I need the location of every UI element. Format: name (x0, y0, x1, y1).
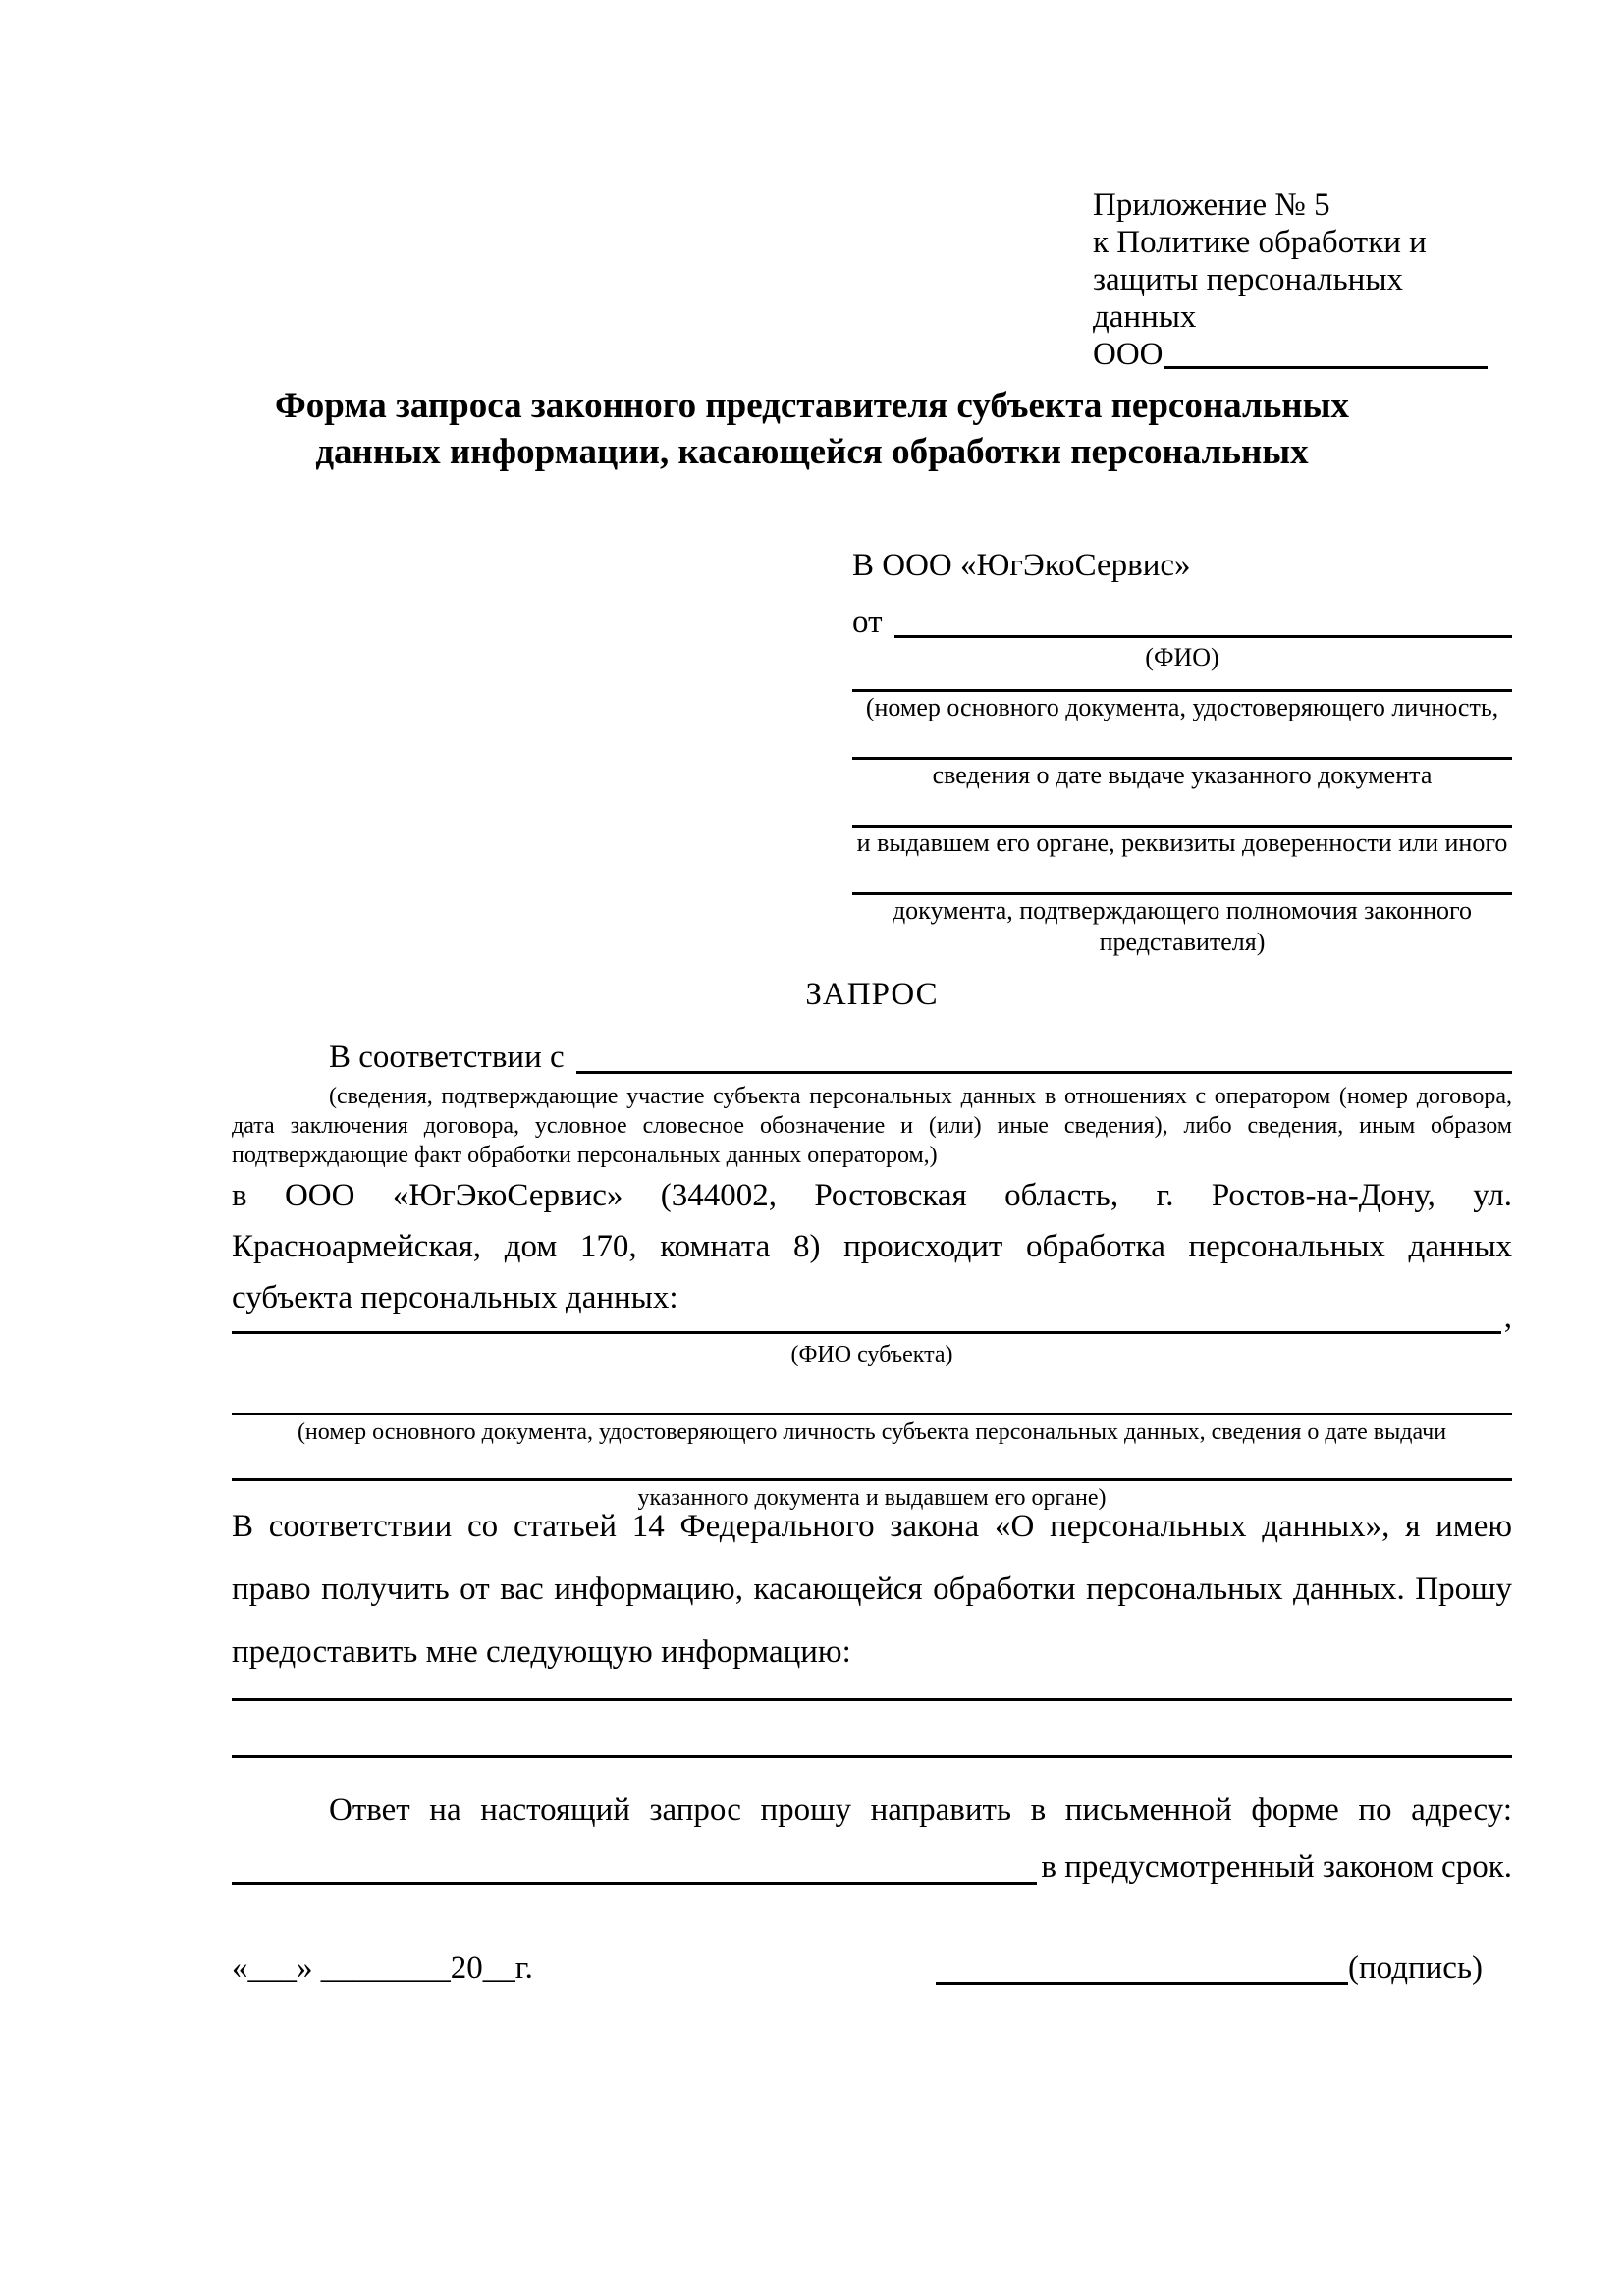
law-paragraph: В соответствии со статьей 14 Федерального закона «О персональных данных», я имею право получить от вас информацию, касающейся обработки персональных данных. Прошу предоставить мне следующую информацию: (232, 1509, 1512, 1670)
info-blank-line-1 (232, 1698, 1512, 1701)
document-title (0, 383, 1624, 475)
info-blank-line-2 (232, 1755, 1512, 1758)
answer-block (232, 1789, 1512, 1889)
subject-fio-blank-line (232, 1331, 1501, 1334)
intro-caption: (сведения, подтверждающие участие субъекта персональных данных в отношениях с оператором (номер договора, дата заключения договора, условное словесное обозначение и (или) иные сведения), либо сведения, иным образом подтверждающие факт обработки персональных данных оператором,) (232, 1084, 1512, 1168)
request-heading: ЗАПРОС (805, 977, 939, 1012)
appendix-ooo-row (1093, 336, 1488, 373)
operator-paragraph: в ООО «ЮгЭкоСервис» (344002, Ростовская область, г. Ростов-на-Дону, ул. Красноармейская, дом 170, комната 8) происходит обработка персональных данных субъекта персональных данных: (232, 1178, 1512, 1315)
trailing-comma: , (1503, 1300, 1512, 1335)
appendix-note (1093, 187, 1488, 373)
doc-caption-2: сведения о дате выдаче указанного документа (932, 761, 1433, 789)
subject-block (232, 1298, 1512, 1513)
title-line-2: данных информации, касающейся обработки персональных (315, 432, 1309, 472)
doc-caption-1: (номер основного документа, удостоверяющего личность, (865, 693, 1499, 721)
subject-doc-caption-1: (номер основного документа, удостоверяющего личность субъекта персональных данных, сведения о дате выдачи (297, 1419, 1447, 1445)
signature-area (936, 1949, 1483, 1989)
subject-fio-row (232, 1298, 1512, 1338)
from-row (852, 603, 1512, 642)
doc-caption-4: документа, подтверждающего полномочия законного представителя) (892, 896, 1473, 956)
intro-row (232, 1038, 1512, 1078)
addressee-organization: В ООО «ЮгЭкоСервис» (852, 548, 1191, 583)
subject-doc-caption-2: указанного документа и выдавшем его органе) (637, 1485, 1107, 1511)
address-row (232, 1845, 1512, 1889)
appendix-line-2: к Политике обработки и (1093, 225, 1427, 260)
signature-caption: (подпись) (1348, 1950, 1483, 1986)
subject-fio-caption: (ФИО субъекта) (790, 1342, 953, 1367)
fio-blank-line (894, 635, 1513, 638)
ooo-label: ООО (1093, 337, 1164, 372)
intro-label: В соответствии с (329, 1040, 565, 1075)
date-line: «___» ________20__г. (232, 1950, 533, 1986)
subject-doc-blank-line-2 (232, 1478, 1512, 1481)
from-label: от (852, 605, 883, 640)
answer-paragraph: Ответ на настоящий запрос прошу направить в письменной форме по адресу: (329, 1792, 1512, 1828)
fio-caption: (ФИО) (1145, 643, 1219, 671)
subject-doc-blank-line-1 (232, 1413, 1512, 1415)
ooo-blank-line (1164, 366, 1489, 369)
addressee-block (852, 546, 1512, 958)
signature-blank-line (936, 1982, 1348, 1985)
intro-blank-line (576, 1071, 1512, 1074)
footer (232, 1949, 1512, 1989)
doc-caption-3: и выдавшем его органе, реквизиты доверенности или иного (856, 828, 1508, 857)
intro-block (232, 1038, 1512, 1170)
title-line-1: Форма запроса законного представителя субъекта персональных (274, 386, 1349, 426)
appendix-line-1: Приложение № 5 (1093, 187, 1330, 223)
answer-tail: в предусмотренный законом срок. (1041, 1849, 1512, 1885)
appendix-line-3: защиты персональных данных (1093, 262, 1403, 335)
address-blank-line (232, 1882, 1037, 1885)
